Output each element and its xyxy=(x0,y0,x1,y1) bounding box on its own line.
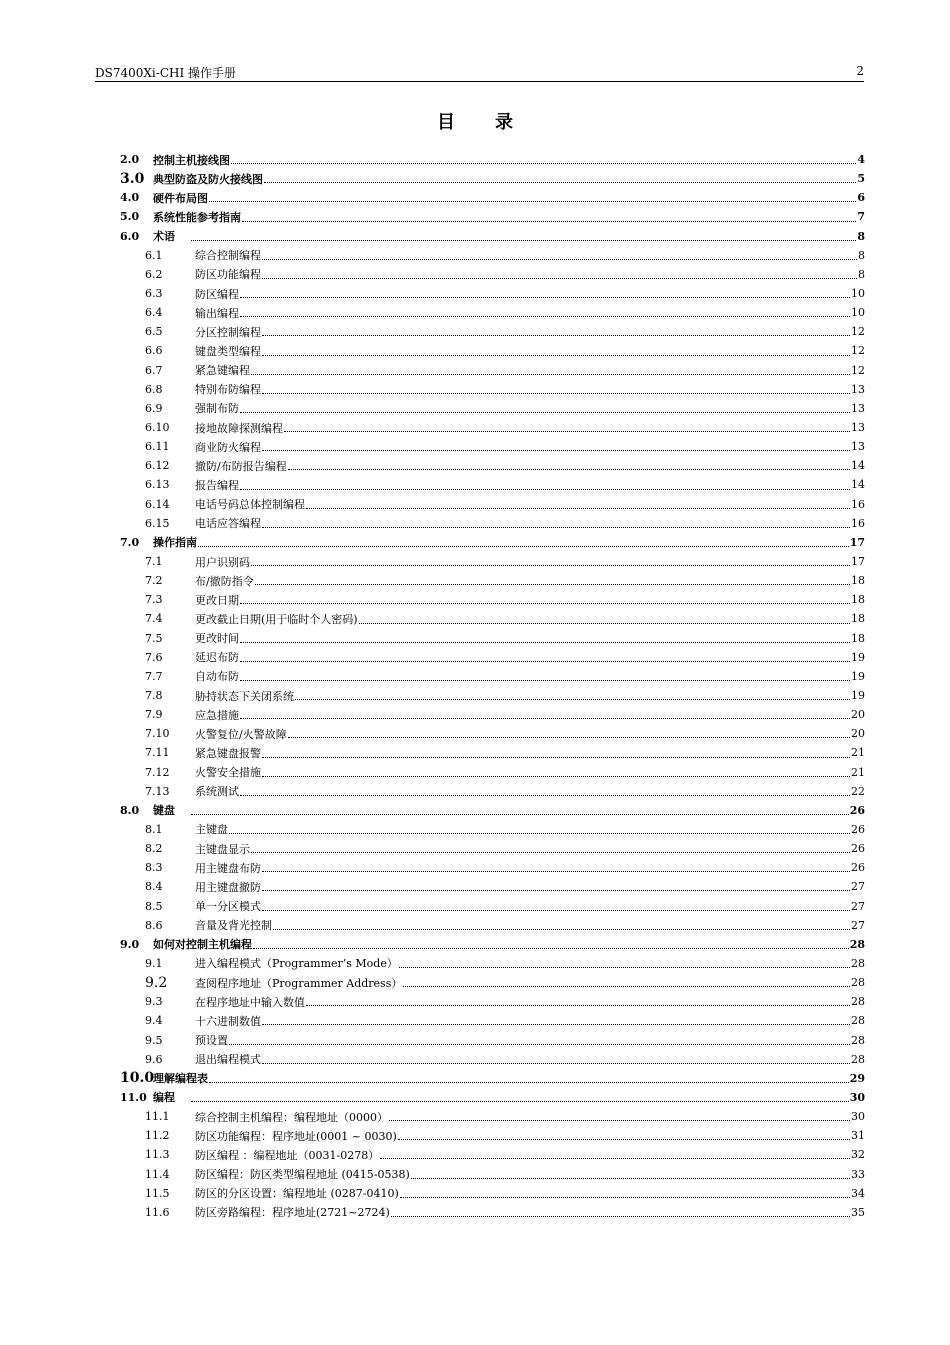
toc-leader-dots xyxy=(262,1063,850,1064)
toc-entry-label: 强制布防 xyxy=(195,402,239,416)
table-of-contents xyxy=(120,150,865,1222)
toc-entry-number: 7.3 xyxy=(145,593,163,607)
toc-entry-label: 火警复位/火警故障 xyxy=(195,727,287,741)
toc-entry-label: 硬件布局图 xyxy=(153,191,208,205)
toc-entry-number: 2.0 xyxy=(120,153,140,167)
toc-leader-dots xyxy=(262,871,850,872)
toc-entry-page: 14 xyxy=(851,478,865,492)
toc-entry-page: 16 xyxy=(851,516,865,530)
toc-entry-label: 综合控制编程 xyxy=(195,249,261,263)
toc-entry-page: 20 xyxy=(851,708,865,722)
toc-heading-char-2: 录 xyxy=(495,112,513,133)
toc-leader-dots xyxy=(191,814,849,815)
toc-section-entry[interactable] xyxy=(120,667,865,686)
toc-section-entry[interactable] xyxy=(120,954,865,973)
toc-leader-dots xyxy=(198,546,849,547)
toc-leader-dots xyxy=(306,1005,850,1006)
toc-entry-label: 主键盘 xyxy=(195,823,228,837)
toc-section-entry[interactable] xyxy=(120,341,865,360)
toc-entry-page: 22 xyxy=(851,784,865,798)
toc-entry-number: 8.3 xyxy=(145,861,163,875)
toc-leader-dots xyxy=(240,680,850,681)
toc-section-entry[interactable] xyxy=(120,514,865,533)
toc-leader-dots xyxy=(240,661,850,662)
toc-entry-label: 防区功能编程 xyxy=(195,268,261,282)
toc-entry-page: 26 xyxy=(851,861,865,875)
toc-entry-label: 电话号码总体控制编程 xyxy=(195,498,305,512)
toc-entry-number: 11.2 xyxy=(145,1129,170,1143)
toc-entry-page: 26 xyxy=(849,803,865,817)
toc-leader-dots xyxy=(242,221,856,222)
toc-chapter-entry[interactable] xyxy=(120,1069,865,1088)
toc-entry-page: 12 xyxy=(851,344,865,358)
toc-entry-page: 18 xyxy=(851,574,865,588)
toc-entry-page: 13 xyxy=(851,440,865,454)
toc-section-entry[interactable] xyxy=(120,743,865,762)
toc-entry-number: 6.15 xyxy=(145,516,170,530)
toc-section-entry[interactable] xyxy=(120,380,865,399)
toc-entry-label: 应急措施 xyxy=(195,708,239,722)
toc-entry-page: 10 xyxy=(851,287,865,301)
toc-entry-label: 自动布防 xyxy=(195,670,239,684)
toc-chapter-entry[interactable] xyxy=(120,188,865,207)
toc-entry-page: 18 xyxy=(851,612,865,626)
toc-leader-dots xyxy=(255,584,850,585)
toc-leader-dots xyxy=(262,910,850,911)
toc-section-entry[interactable] xyxy=(120,303,865,322)
toc-entry-page: 17 xyxy=(849,535,865,549)
toc-entry-label: 综合控制主机编程：编程地址（0000） xyxy=(195,1110,388,1124)
toc-entry-page: 33 xyxy=(851,1167,865,1181)
toc-entry-page: 29 xyxy=(849,1071,865,1085)
toc-leader-dots xyxy=(240,316,850,317)
toc-section-entry[interactable] xyxy=(120,763,865,782)
toc-entry-page: 8 xyxy=(858,248,865,262)
toc-entry-page: 28 xyxy=(851,1014,865,1028)
toc-entry-page: 13 xyxy=(851,382,865,396)
toc-entry-label: 防区功能编程：程序地址(0001 ~ 0030) xyxy=(195,1129,397,1143)
toc-entry-page: 5 xyxy=(857,172,865,186)
toc-section-entry[interactable] xyxy=(120,839,865,858)
toc-section-entry[interactable] xyxy=(120,916,865,935)
toc-entry-page: 18 xyxy=(851,631,865,645)
toc-entry-page: 28 xyxy=(851,956,865,970)
toc-entry-number: 6.5 xyxy=(145,325,163,339)
toc-leader-dots xyxy=(411,1178,850,1179)
toc-entry-number: 6.14 xyxy=(145,497,170,511)
toc-entry-number: 11.6 xyxy=(145,1205,170,1219)
toc-leader-dots xyxy=(251,374,850,375)
toc-entry-number: 9.1 xyxy=(145,956,163,970)
toc-entry-label: 接地故障探测编程 xyxy=(195,421,283,435)
toc-entry-label: 用主键盘布防 xyxy=(195,861,261,875)
toc-entry-label: 分区控制编程 xyxy=(195,325,261,339)
toc-entry-number: 7.11 xyxy=(145,746,170,760)
toc-leader-dots xyxy=(240,795,850,796)
toc-entry-label: 系统性能参考指南 xyxy=(153,210,241,224)
toc-chapter-entry[interactable] xyxy=(120,1088,865,1107)
toc-entry-number: 6.2 xyxy=(145,267,163,281)
toc-section-entry[interactable] xyxy=(120,648,865,667)
toc-leader-dots xyxy=(262,776,850,777)
toc-leader-dots xyxy=(262,278,857,279)
toc-entry-label: 在程序地址中输入数值 xyxy=(195,995,305,1009)
toc-leader-dots xyxy=(209,1082,849,1083)
toc-leader-dots xyxy=(240,642,850,643)
toc-entry-number: 5.0 xyxy=(120,210,140,224)
toc-entry-label: 特别布防编程 xyxy=(195,383,261,397)
toc-leader-dots xyxy=(284,431,850,432)
toc-entry-number: 6.13 xyxy=(145,478,170,492)
toc-heading xyxy=(0,108,950,134)
toc-entry-page: 6 xyxy=(857,191,865,205)
toc-entry-label: 如何对控制主机编程 xyxy=(153,938,252,952)
toc-entry-number: 7.1 xyxy=(145,555,163,569)
toc-leader-dots xyxy=(240,718,850,719)
toc-chapter-entry[interactable] xyxy=(120,207,865,226)
toc-leader-dots xyxy=(400,1197,850,1198)
toc-section-entry[interactable] xyxy=(120,246,865,265)
toc-entry-number: 7.9 xyxy=(145,708,163,722)
toc-entry-page: 30 xyxy=(849,1090,865,1104)
toc-section-entry[interactable] xyxy=(120,399,865,418)
toc-leader-dots xyxy=(253,948,849,949)
toc-leader-dots xyxy=(264,182,856,183)
toc-entry-label: 理解编程表 xyxy=(153,1072,208,1086)
toc-entry-page: 31 xyxy=(851,1129,865,1143)
toc-entry-number: 6.8 xyxy=(145,382,163,396)
toc-section-entry[interactable] xyxy=(120,456,865,475)
toc-entry-number: 11.4 xyxy=(145,1167,170,1181)
toc-leader-dots xyxy=(262,527,850,528)
toc-entry-label: 退出编程模式 xyxy=(195,1053,261,1067)
toc-entry-page: 28 xyxy=(851,995,865,1009)
toc-entry-number: 7.13 xyxy=(145,784,170,798)
toc-entry-label: 主键盘显示 xyxy=(195,842,250,856)
toc-leader-dots xyxy=(262,890,850,891)
toc-entry-page: 35 xyxy=(851,1205,865,1219)
toc-entry-page: 27 xyxy=(851,880,865,894)
toc-entry-page: 19 xyxy=(851,669,865,683)
toc-entry-label: 胁持状态下关闭系统 xyxy=(195,689,294,703)
toc-entry-page: 20 xyxy=(851,727,865,741)
toc-entry-label: 术语 xyxy=(153,230,175,244)
toc-leader-dots xyxy=(262,393,850,394)
toc-entry-label: 紧急键编程 xyxy=(195,364,250,378)
toc-entry-label: 更改截止日期(用于临时个人密码) xyxy=(195,612,358,626)
toc-leader-dots xyxy=(262,335,850,336)
toc-chapter-entry[interactable] xyxy=(120,533,865,552)
toc-entry-label: 查阅程序地址（Programmer Address） xyxy=(195,976,403,990)
toc-entry-page: 30 xyxy=(851,1110,865,1124)
toc-leader-dots xyxy=(240,297,850,298)
toc-section-entry[interactable] xyxy=(120,705,865,724)
toc-leader-dots xyxy=(288,469,850,470)
toc-entry-number: 7.0 xyxy=(120,535,140,549)
toc-entry-number: 7.8 xyxy=(145,689,163,702)
toc-heading-char-1: 目 xyxy=(437,112,455,133)
toc-entry-label: 防区旁路编程：程序地址(2721~2724) xyxy=(195,1206,390,1220)
toc-entry-number: 8.2 xyxy=(145,842,163,856)
toc-leader-dots xyxy=(262,1024,850,1025)
toc-entry-page: 28 xyxy=(851,1033,865,1047)
toc-entry-label: 操作指南 xyxy=(153,536,197,550)
toc-chapter-entry[interactable] xyxy=(120,150,865,169)
toc-section-entry[interactable] xyxy=(120,896,865,915)
toc-entry-label: 十六进制数值 xyxy=(195,1014,261,1028)
toc-entry-label: 报告编程 xyxy=(195,478,239,492)
toc-entry-label: 键盘类型编程 xyxy=(195,344,261,358)
toc-entry-number: 9.5 xyxy=(145,1033,163,1047)
page-number: 2 xyxy=(856,64,864,78)
toc-section-entry[interactable] xyxy=(120,1050,865,1069)
toc-section-entry[interactable] xyxy=(120,1203,865,1222)
toc-entry-number: 3.0 xyxy=(120,170,145,187)
toc-entry-label: 单一分区模式 xyxy=(195,900,261,914)
toc-entry-number: 7.2 xyxy=(145,574,163,588)
toc-entry-number: 8.5 xyxy=(145,899,163,913)
document-title: DS7400Xi-CHI 操作手册 xyxy=(95,66,237,80)
toc-section-entry[interactable] xyxy=(120,322,865,341)
toc-section-entry[interactable] xyxy=(120,1030,865,1049)
toc-entry-page: 26 xyxy=(851,822,865,836)
toc-entry-number: 6.10 xyxy=(145,421,170,435)
toc-entry-number: 9.4 xyxy=(145,1014,163,1028)
toc-entry-label: 控制主机接线图 xyxy=(153,153,230,167)
page-header xyxy=(95,63,864,82)
toc-entry-page: 4 xyxy=(857,153,865,167)
toc-leader-dots xyxy=(191,240,856,241)
toc-leader-dots xyxy=(398,1139,850,1140)
toc-entry-label: 用主键盘撤防 xyxy=(195,880,261,894)
toc-entry-label: 延迟布防 xyxy=(195,651,239,665)
toc-entry-label: 防区的分区设置：编程地址 (0287-0410) xyxy=(195,1187,399,1201)
toc-leader-dots xyxy=(295,699,850,700)
toc-leader-dots xyxy=(251,852,850,853)
toc-entry-page: 13 xyxy=(851,421,865,435)
toc-entry-label: 键盘 xyxy=(153,804,175,818)
toc-leader-dots xyxy=(262,259,857,260)
toc-section-entry[interactable] xyxy=(120,609,865,628)
toc-entry-page: 28 xyxy=(851,1052,865,1066)
toc-leader-dots xyxy=(240,489,850,490)
toc-section-entry[interactable] xyxy=(120,724,865,743)
toc-leader-dots xyxy=(240,412,850,413)
toc-leader-dots xyxy=(306,508,850,509)
toc-entry-label: 撤防/布防报告编程 xyxy=(195,459,287,473)
toc-section-entry[interactable] xyxy=(120,782,865,801)
toc-entry-page: 28 xyxy=(851,976,865,990)
toc-entry-page: 19 xyxy=(851,650,865,664)
toc-entry-label: 紧急键盘报警 xyxy=(195,746,261,760)
toc-entry-label: 音量及背光控制 xyxy=(195,919,272,933)
toc-entry-number: 6.11 xyxy=(145,440,170,454)
toc-leader-dots xyxy=(231,163,856,164)
toc-leader-dots xyxy=(380,1158,850,1159)
toc-entry-page: 26 xyxy=(851,842,865,856)
toc-leader-dots xyxy=(262,450,850,451)
toc-leader-dots xyxy=(209,201,856,202)
toc-entry-number: 11.3 xyxy=(145,1148,170,1162)
toc-entry-page: 34 xyxy=(851,1186,865,1200)
toc-leader-dots xyxy=(391,1216,850,1217)
toc-section-entry[interactable] xyxy=(120,992,865,1011)
toc-section-entry[interactable] xyxy=(120,475,865,494)
toc-entry-number: 6.4 xyxy=(145,306,163,320)
toc-chapter-entry[interactable] xyxy=(120,169,865,188)
toc-entry-page: 8 xyxy=(857,229,865,243)
toc-leader-dots xyxy=(273,929,850,930)
toc-leader-dots xyxy=(389,1120,850,1121)
toc-section-entry[interactable] xyxy=(120,418,865,437)
toc-entry-number: 6.9 xyxy=(145,401,163,415)
toc-entry-label: 用户识别码 xyxy=(195,555,250,569)
toc-section-entry[interactable] xyxy=(120,1164,865,1183)
toc-entry-page: 14 xyxy=(851,459,865,473)
toc-leader-dots xyxy=(251,565,850,566)
toc-entry-page: 16 xyxy=(851,497,865,511)
toc-leader-dots xyxy=(262,355,850,356)
toc-section-entry[interactable] xyxy=(120,1107,865,1126)
toc-section-entry[interactable] xyxy=(120,1126,865,1145)
toc-entry-page: 21 xyxy=(851,746,865,760)
toc-entry-page: 32 xyxy=(851,1148,865,1162)
toc-section-entry[interactable] xyxy=(120,284,865,303)
toc-entry-page: 13 xyxy=(851,401,865,415)
toc-entry-number: 6.7 xyxy=(145,363,163,377)
toc-chapter-entry[interactable] xyxy=(120,935,865,954)
toc-entry-label: 电话应答编程 xyxy=(195,517,261,531)
toc-entry-number: 9.6 xyxy=(145,1052,163,1066)
toc-entry-number: 8.0 xyxy=(120,803,140,817)
toc-entry-number: 7.4 xyxy=(145,612,163,626)
toc-entry-label: 火警安全措施 xyxy=(195,766,261,780)
toc-entry-page: 17 xyxy=(851,555,865,569)
toc-section-entry[interactable] xyxy=(120,877,865,896)
toc-entry-page: 27 xyxy=(851,918,865,932)
toc-section-entry[interactable] xyxy=(120,1184,865,1203)
toc-entry-number: 8.1 xyxy=(145,822,163,836)
toc-chapter-entry[interactable] xyxy=(120,801,865,820)
toc-entry-page: 7 xyxy=(857,210,865,224)
toc-entry-number: 11.1 xyxy=(145,1110,170,1124)
toc-entry-number: 8.6 xyxy=(145,918,163,932)
toc-entry-label: 编程 xyxy=(153,1091,175,1105)
toc-entry-label: 防区编程：防区类型编程地址 (0415-0538) xyxy=(195,1168,410,1182)
toc-section-entry[interactable] xyxy=(120,437,865,456)
toc-entry-page: 12 xyxy=(851,363,865,377)
toc-section-entry[interactable] xyxy=(120,265,865,284)
toc-section-entry[interactable] xyxy=(120,361,865,380)
toc-entry-number: 8.4 xyxy=(145,880,163,894)
toc-entry-number: 6.3 xyxy=(145,287,163,301)
toc-leader-dots xyxy=(399,967,850,968)
toc-entry-page: 12 xyxy=(851,325,865,339)
toc-entry-label: 防区编程 ：编程地址（0031-0278） xyxy=(195,1148,380,1162)
toc-entry-page: 10 xyxy=(851,306,865,320)
toc-leader-dots xyxy=(240,603,850,604)
toc-entry-number: 9.3 xyxy=(145,995,163,1009)
toc-leader-dots xyxy=(229,833,850,834)
toc-entry-page: 19 xyxy=(851,689,865,702)
toc-entry-number: 10.0 xyxy=(120,1070,155,1087)
toc-section-entry[interactable] xyxy=(120,629,865,648)
toc-entry-number: 6.12 xyxy=(145,459,170,473)
toc-chapter-entry[interactable] xyxy=(120,227,865,246)
toc-entry-label: 进入编程模式（Programmer’s Mode） xyxy=(195,957,398,971)
toc-entry-number: 6.1 xyxy=(145,248,163,262)
toc-leader-dots xyxy=(191,1101,849,1102)
toc-section-entry[interactable] xyxy=(120,552,865,571)
toc-entry-number: 7.6 xyxy=(145,650,163,664)
toc-entry-label: 典型防盗及防火接线图 xyxy=(153,172,263,186)
toc-section-entry[interactable] xyxy=(120,571,865,590)
toc-section-entry[interactable] xyxy=(120,858,865,877)
toc-leader-dots xyxy=(262,757,850,758)
toc-entry-number: 7.10 xyxy=(145,727,170,741)
toc-entry-label: 布/撤防指令 xyxy=(195,574,254,588)
toc-entry-label: 商业防火编程 xyxy=(195,440,261,454)
toc-section-entry[interactable] xyxy=(120,820,865,839)
toc-entry-number: 4.0 xyxy=(120,191,140,205)
toc-entry-label: 更改时间 xyxy=(195,632,239,646)
toc-entry-label: 系统测试 xyxy=(195,785,239,799)
toc-entry-label: 防区编程 xyxy=(195,287,239,301)
toc-entry-number: 9.0 xyxy=(120,937,140,951)
toc-entry-number: 11.0 xyxy=(120,1090,147,1104)
toc-section-entry[interactable] xyxy=(120,590,865,609)
toc-leader-dots xyxy=(359,623,850,624)
toc-leader-dots xyxy=(229,1044,850,1045)
toc-entry-number: 7.5 xyxy=(145,631,163,645)
toc-entry-number: 6.0 xyxy=(120,229,140,243)
toc-entry-page: 8 xyxy=(858,267,865,281)
toc-entry-number: 9.2 xyxy=(145,974,168,991)
toc-section-entry[interactable] xyxy=(120,1145,865,1164)
toc-entry-number: 7.7 xyxy=(145,669,163,683)
toc-section-entry[interactable] xyxy=(120,686,865,705)
toc-entry-label: 输出编程 xyxy=(195,306,239,320)
toc-entry-page: 27 xyxy=(851,899,865,913)
toc-entry-page: 21 xyxy=(851,765,865,779)
toc-leader-dots xyxy=(288,737,850,738)
toc-entry-page: 28 xyxy=(849,937,865,951)
toc-section-entry[interactable] xyxy=(120,973,865,992)
toc-section-entry[interactable] xyxy=(120,495,865,514)
toc-entry-label: 更改日期 xyxy=(195,593,239,607)
toc-entry-label: 预设置 xyxy=(195,1034,228,1048)
toc-leader-dots xyxy=(403,986,850,987)
toc-entry-number: 11.5 xyxy=(145,1186,170,1200)
toc-entry-page: 18 xyxy=(851,593,865,607)
toc-entry-number: 6.6 xyxy=(145,344,163,358)
toc-entry-number: 7.12 xyxy=(145,765,170,779)
toc-section-entry[interactable] xyxy=(120,1011,865,1030)
